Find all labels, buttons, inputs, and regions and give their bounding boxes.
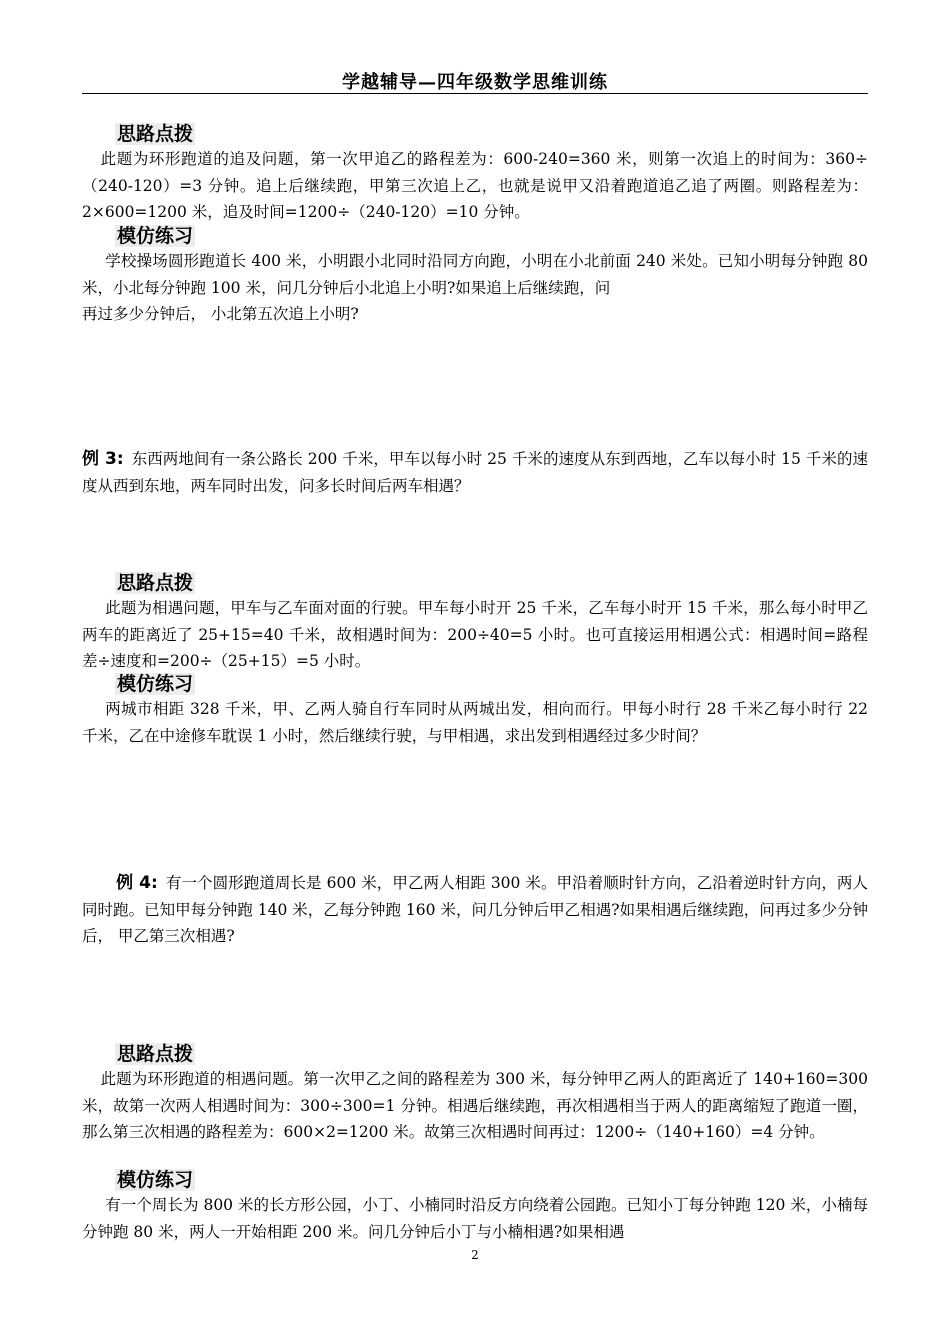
practice-heading: 模仿练习 (117, 673, 194, 695)
practice-block-3 (82, 672, 868, 749)
page-header-title: 学越辅导—四年级数学思维训练 (342, 72, 608, 93)
page-number: 2 (471, 1248, 479, 1262)
hint-block-1 (82, 122, 868, 226)
hint-paragraph: 此题为相遇问题，甲车与乙车面对面的行驶。甲车每小时开 25 千米，乙车每小时开 15 千米，那么每小时甲乙两车的距离近了 25+15=40 千米，故相遇时间为：200÷40=5 小时。也可直接运用相遇公式：相遇时间=路程差÷速度和=200÷（25+15）=5 小时。 (82, 599, 868, 670)
practice-paragraph: 学校操场圆形跑道长 400 米，小明跟小北同时沿同方向跑，小明在小北前面 240 米处。已知小明每分钟跑 80 米，小北每分钟跑 100 米，问几分钟后小北追上小明?如果追上后继续跑，问 (82, 252, 868, 297)
hint-heading: 思路点拨 (117, 1043, 194, 1065)
example-4-block (82, 870, 868, 950)
practice-heading: 模仿练习 (117, 225, 194, 247)
example-3-text: 东西两地间有一条公路长 200 千米，甲车以每小时 25 千米的速度从东到西地，乙车以每小时 15 千米的速度从西到东地，两车同时出发，问多长时间后两车相遇？ (82, 450, 869, 495)
example-3-block (82, 446, 868, 499)
practice-paragraph: 有一个周长为 800 米的长方形公园，小丁、小楠同时沿反方向绕着公园跑。已知小丁每分钟跑 120 米，小楠每分钟跑 80 米，两人一开始相距 200 米。问几分钟后小丁与小楠相遇?如果相遇 (82, 1196, 868, 1241)
header-divider (82, 93, 868, 94)
hint-block-4 (82, 1042, 868, 1146)
practice-heading: 模仿练习 (117, 1169, 194, 1191)
practice-paragraph-continued: 再过多少分钟后， 小北第五次追上小明? (82, 305, 359, 323)
practice-block-4 (82, 1168, 868, 1245)
example-4-text: 有一个圆形跑道周长是 600 米，甲乙两人相距 300 米。甲沿着顺时针方向，乙沿着逆时针方向，两人同时跑。已知甲每分钟跑 140 米，乙每分钟跑 160 米，问几分钟后甲乙相遇?如果相遇后继续跑，问再过多少分钟后， 甲乙第三次相遇? (82, 874, 868, 945)
example-3-question (82, 446, 868, 499)
example-4-question (82, 870, 868, 950)
example-3-label: 例 3: (82, 449, 124, 469)
hint-paragraph: 此题为环形跑道的追及问题，第一次甲追乙的路程差为：600-240=360 米，则第一次追上的时间为：360÷（240-120）=3 分钟。追上后继续跑，甲第三次追上乙，也就是说甲又沿着跑道追乙追了两圈。则路程差为：2×600=1200 米，追及时间=1200÷（240-120）=10 分钟。 (82, 150, 868, 221)
hint-heading: 思路点拨 (117, 123, 194, 145)
hint-paragraph: 此题为环形跑道的相遇问题。第一次甲乙之间的路程差为 300 米，每分钟甲乙两人的距离近了 140+160=300 米，故第一次两人相遇时间为：300÷300=1 分钟。相遇后继续跑，再次相遇相当于两人的距离缩短了跑道一圈，那么第三次相遇的路程差为：600×2=1200 米。故第三次相遇时间再过：1200÷（140+160）=4 分钟。 (82, 1070, 868, 1141)
practice-paragraph: 两城市相距 328 千米，甲、乙两人骑自行车同时从两城出发，相向而行。甲每小时行 28 千米乙每小时行 22 千米，乙在中途修车耽误 1 小时，然后继续行驶，与甲相遇，求出发到相遇经过多少时间？ (82, 700, 868, 745)
example-4-label: 例 4: (116, 873, 158, 893)
hint-heading: 思路点拨 (117, 572, 194, 594)
practice-block-1 (82, 224, 868, 328)
hint-block-3 (82, 571, 868, 675)
